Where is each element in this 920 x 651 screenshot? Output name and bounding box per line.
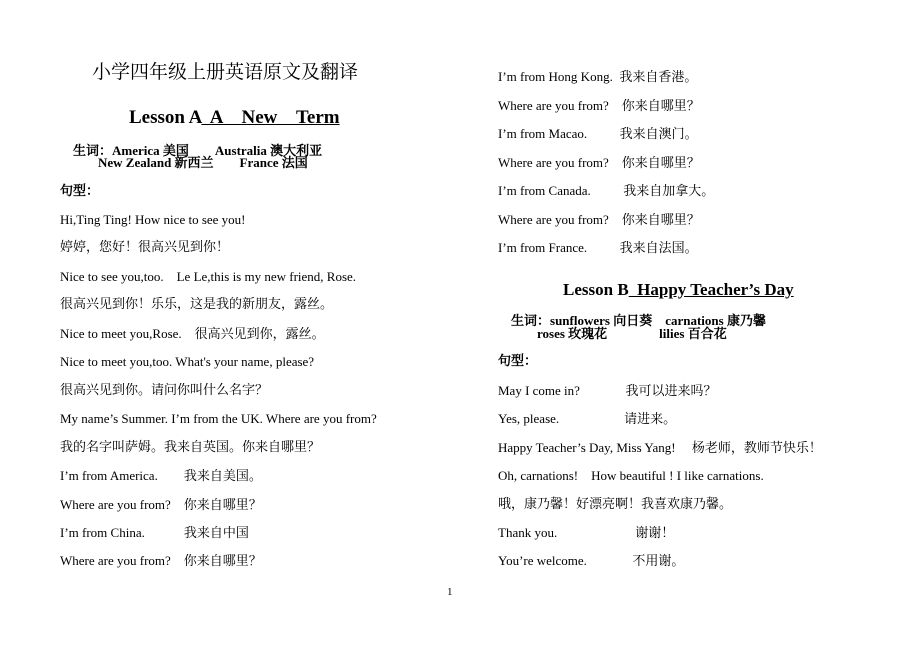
dialog-line: Hi,Ting Ting! How nice to see you! bbox=[60, 212, 246, 227]
dialog-line: I’m from France. 我来自法国。 bbox=[498, 240, 698, 255]
document-title: 小学四年级上册英语原文及翻译 bbox=[92, 61, 359, 83]
dialog-line: I’m from Hong Kong. 我来自香港。 bbox=[498, 69, 698, 84]
dialog-line: May I come in? 我可以进来吗？ bbox=[498, 383, 717, 398]
dialog-line: 我的名字叫萨姆。我来自英国。你来自哪里？ bbox=[60, 440, 321, 455]
dialog-line: Where are you from? 你来自哪里？ bbox=[60, 497, 262, 512]
dialog-line: I’m from Canada. 我来自加拿大。 bbox=[498, 183, 715, 198]
dialog-line: Where are you from? 你来自哪里？ bbox=[498, 155, 700, 170]
dialog-line: I’m from America. 我来自美国。 bbox=[60, 468, 262, 483]
lesson-b-title: Happy Teacher’s Day bbox=[628, 280, 794, 299]
dialog-line: Where are you from? 你来自哪里？ bbox=[498, 98, 700, 113]
vocab-line-2: roses 玫瑰花 lilies 百合花 bbox=[537, 326, 727, 341]
dialog-line: Nice to meet you,too. What's your name, please? bbox=[60, 354, 315, 369]
dialog-line: Where are you from? 你来自哪里？ bbox=[498, 212, 700, 227]
dialog-line: Oh, carnations! How beautiful ! I like carnations. bbox=[498, 468, 764, 483]
lesson-b-label: Lesson B bbox=[563, 280, 629, 299]
dialog-line: 婷婷，您好！很高兴见到你！ bbox=[60, 240, 230, 255]
dialog-line: 很高兴见到你。请问你叫什么名字？ bbox=[60, 383, 269, 398]
vocab-line-1: America 美国 Australia 澳大利亚 bbox=[112, 143, 323, 158]
dialog-line: Yes, please. 请进来。 bbox=[498, 411, 677, 426]
dialog-line: 哦，康乃馨！好漂亮啊！我喜欢康乃馨。 bbox=[498, 497, 733, 512]
page-number: 1 bbox=[447, 586, 453, 598]
vocab-line-1: sunflowers 向日葵 carnations 康乃馨 bbox=[550, 313, 766, 328]
dialog-line: Where are you from? 你来自哪里？ bbox=[60, 553, 262, 568]
vocab-label: 生词： bbox=[511, 314, 551, 329]
lesson-a-title: A New Term bbox=[201, 107, 340, 128]
dialog-line: Nice to meet you,Rose. 很高兴见到你，露丝。 bbox=[60, 326, 325, 341]
dialog-line: Thank you. 谢谢！ bbox=[498, 525, 675, 540]
dialog-line: My name’s Summer. I’m from the UK. Where are you from? bbox=[60, 411, 377, 426]
dialog-line: Nice to see you,too. Le Le,this is my new friend, Rose. bbox=[60, 269, 357, 284]
vocab-line-2: New Zealand 新西兰 France 法国 bbox=[98, 155, 308, 170]
dialog-line: You’re welcome. 不用谢。 bbox=[498, 553, 685, 568]
pattern-label: 句型： bbox=[498, 354, 538, 369]
vocab-label: 生词： bbox=[73, 144, 113, 159]
dialog-line: I’m from China. 我来自中国 bbox=[60, 525, 249, 540]
pattern-label: 句型： bbox=[60, 184, 100, 199]
dialog-line: 很高兴见到你！乐乐，这是我的新朋友，露丝。 bbox=[60, 297, 334, 312]
dialog-line: I’m from Macao. 我来自澳门。 bbox=[498, 126, 698, 141]
dialog-line: Happy Teacher’s Day, Miss Yang! 杨老师，教师节快乐！ bbox=[498, 440, 822, 455]
lesson-a-label: Lesson A bbox=[129, 107, 202, 128]
